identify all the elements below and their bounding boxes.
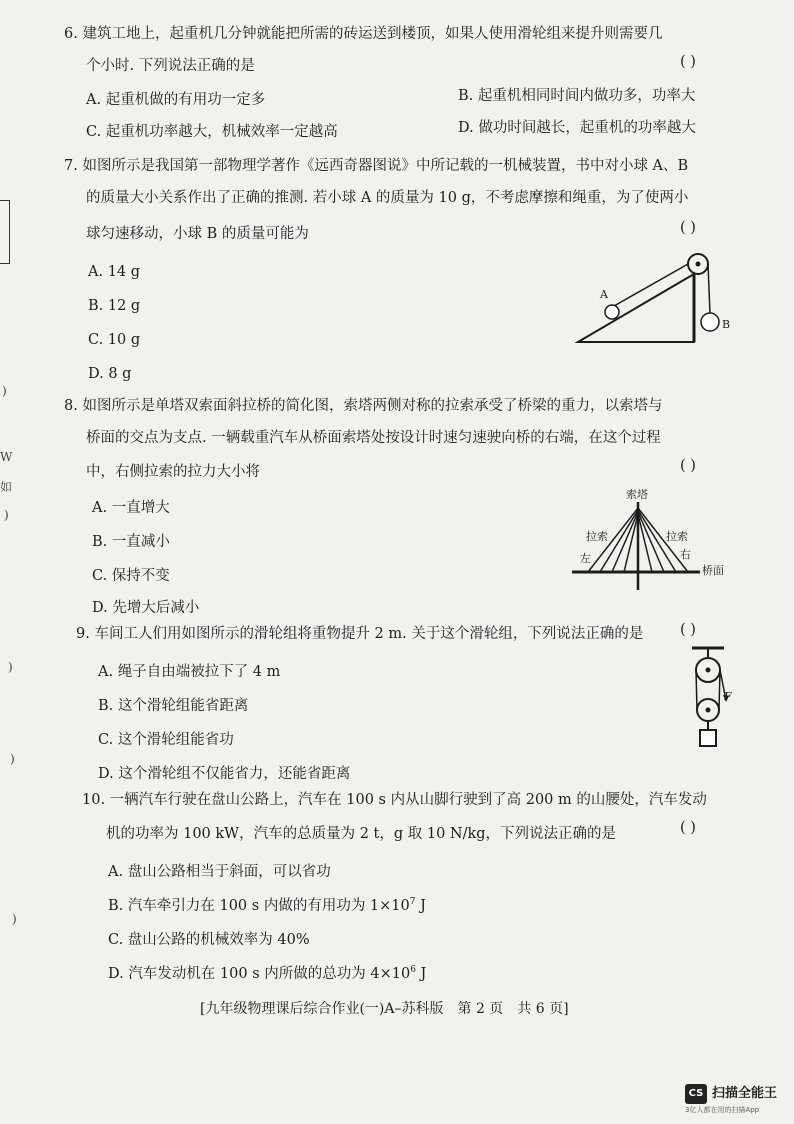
- q10-stem-line1: 10. 一辆汽车行驶在盘山公路上，汽车在 100 s 内从山脚行驶到了高 200 m 的山腰处，汽车发动: [82, 792, 707, 808]
- q8-option-b[interactable]: B. 一直减小: [92, 534, 170, 550]
- rope-to-b: [708, 264, 710, 314]
- left-edge-box: [0, 200, 10, 264]
- q10-option-b-text: B. 汽车牵引力在 100 s 内做的有用功为 1×10: [108, 898, 410, 914]
- q7-answer-paren[interactable]: ( ): [680, 220, 696, 236]
- scanner-app-name: 扫描全能王: [712, 1086, 778, 1101]
- ball-a: [605, 305, 619, 319]
- q9-option-b[interactable]: B. 这个滑轮组能省距离: [98, 698, 249, 714]
- scanner-tagline: 3亿人都在用的扫描App: [685, 1106, 760, 1114]
- q7-option-c[interactable]: C. 10 g: [88, 332, 141, 348]
- q6-answer-paren[interactable]: ( ): [680, 54, 696, 70]
- edge-mark: ): [12, 912, 17, 926]
- q10-option-b-unit: J: [415, 898, 426, 914]
- q10-option-d-text: D. 汽车发动机在 100 s 内所做的总功为 4×10: [108, 966, 411, 982]
- q7-stem-line2: 的质量大小关系作出了正确的推测. 若小球 A 的质量为 10 g，不考虑摩擦和绳重，为了使两小: [86, 190, 689, 206]
- cable-left-3: [612, 512, 638, 572]
- scanner-watermark: [685, 1082, 785, 1116]
- q8-stem-line1: 8. 如图所示是单塔双索面斜拉桥的简化图，索塔两侧对称的拉索承受了桥梁的重力，以索塔与: [64, 398, 663, 414]
- ball-b: [701, 313, 719, 331]
- edge-mark: ): [8, 660, 13, 674]
- label-deck: 桥面: [702, 564, 724, 577]
- fig-label-a: A: [600, 288, 608, 301]
- q9-option-a[interactable]: A. 绳子自由端被拉下了 4 m: [98, 664, 281, 680]
- label-cable-right: 拉索: [666, 530, 688, 543]
- q6-option-a[interactable]: A. 起重机做的有用功一定多: [86, 92, 266, 108]
- q10-option-d[interactable]: [108, 964, 426, 984]
- scanner-logo-icon: CS: [685, 1084, 707, 1104]
- q8-cable-bridge-figure: [566, 486, 746, 590]
- q7-incline-pulley-figure: [570, 246, 740, 350]
- q8-option-a[interactable]: A. 一直增大: [92, 500, 170, 516]
- fig-label-b: B: [722, 318, 731, 331]
- fixed-axle: [706, 668, 711, 673]
- q7-stem-line3: 球匀速移动，小球 B 的质量可能为: [86, 226, 309, 242]
- q9-pulley-system-figure: [686, 646, 736, 750]
- q7-stem-line1: 7. 如图所示是我国第一部物理学著作《远西奇器图说》中所记载的一机械装置，书中对小球 A、B: [64, 158, 689, 174]
- incline-triangle: [578, 274, 694, 342]
- q6-option-b[interactable]: B. 起重机相同时间内做功多，功率大: [458, 88, 696, 104]
- q8-stem-line3: 中，右侧拉索的拉力大小将: [86, 464, 260, 480]
- label-right: 右: [680, 548, 691, 561]
- edge-mark: ): [4, 508, 9, 522]
- edge-mark: W: [0, 450, 13, 464]
- label-cable-left: 拉索: [586, 530, 608, 543]
- q10-option-b[interactable]: [108, 896, 426, 916]
- edge-mark: ): [2, 384, 7, 398]
- q10-option-b-exponent: 7: [409, 897, 416, 908]
- rope-right: [719, 670, 720, 710]
- q10-option-d-exponent: 6: [410, 965, 416, 976]
- edge-mark: 如: [0, 480, 13, 494]
- load-block: [700, 730, 716, 746]
- q6-stem-line1: 6. 建筑工地上，起重机几分钟就能把所需的砖运送到楼顶，如果人使用滑轮组来提升则需要几: [64, 26, 663, 42]
- q7-option-b[interactable]: B. 12 g: [88, 298, 141, 314]
- q6-stem-line2: 个小时. 下列说法正确的是: [86, 58, 255, 74]
- movable-axle: [706, 708, 711, 713]
- q8-option-d[interactable]: D. 先增大后减小: [92, 600, 200, 616]
- q9-option-c[interactable]: C. 这个滑轮组能省功: [98, 732, 234, 748]
- q6-option-c[interactable]: C. 起重机功率越大，机械效率一定越高: [86, 124, 338, 140]
- edge-mark: ): [10, 752, 15, 766]
- q7-option-a[interactable]: A. 14 g: [88, 264, 141, 280]
- pulley-axle: [696, 262, 701, 267]
- label-tower: 索塔: [626, 488, 648, 501]
- q10-option-d-unit: J: [415, 966, 427, 982]
- q6-option-d[interactable]: D. 做功时间越长，起重机的功率越大: [458, 120, 696, 136]
- q7-option-d[interactable]: D. 8 g: [88, 366, 132, 382]
- q8-stem-line2: 桥面的交点为支点. 一辆载重汽车从桥面索塔处按设计时速匀速驶向桥的右端，在这个过程: [86, 430, 661, 446]
- page-footer: [九年级物理课后综合作业(一)A–苏科版 第 2 页 共 6 页]: [200, 1001, 569, 1017]
- q10-option-a[interactable]: A. 盘山公路相当于斜面，可以省功: [108, 864, 331, 880]
- q8-option-c[interactable]: C. 保持不变: [92, 568, 170, 584]
- q9-option-d[interactable]: D. 这个滑轮组不仅能省力，还能省距离: [98, 766, 351, 782]
- label-left: 左: [580, 552, 591, 565]
- label-force: F: [724, 690, 732, 703]
- q9-stem-line1: 9. 车间工人们用如图所示的滑轮组将重物提升 2 m. 关于这个滑轮组，下列说法正确的是: [76, 626, 644, 642]
- q10-option-c[interactable]: C. 盘山公路的机械效率为 40%: [108, 932, 310, 948]
- cable-right-3: [638, 512, 664, 572]
- q10-stem-line2: 机的功率为 100 kW，汽车的总质量为 2 t，g 取 10 N/kg，下列说法正确的是: [106, 826, 617, 842]
- q9-answer-paren[interactable]: ( ): [680, 622, 696, 638]
- q10-answer-paren[interactable]: ( ): [680, 820, 696, 836]
- q8-answer-paren[interactable]: ( ): [680, 458, 696, 474]
- rope-left: [696, 670, 697, 710]
